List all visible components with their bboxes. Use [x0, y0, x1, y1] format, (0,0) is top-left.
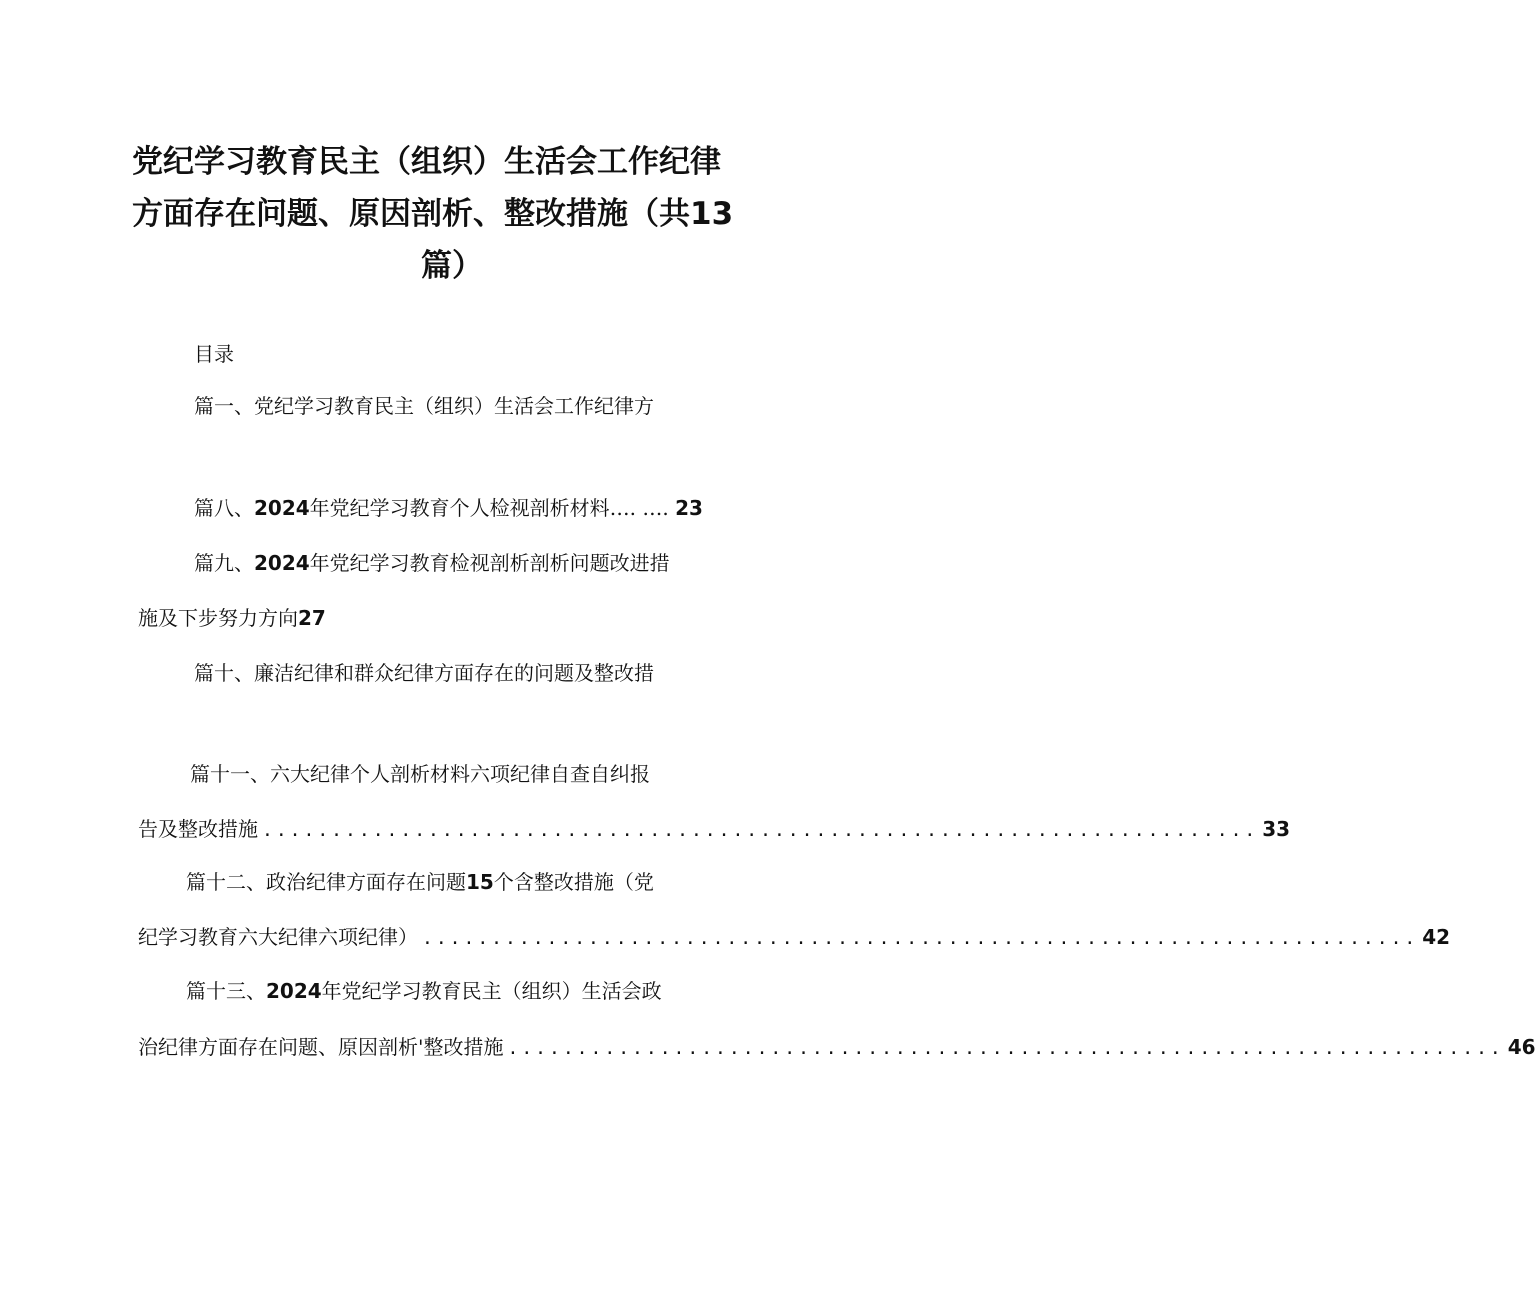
- toc-item-9-continuation[interactable]: [138, 604, 326, 632]
- toc-item-12-page: 42: [1422, 925, 1451, 949]
- toc-item-8-prefix: 篇八、: [194, 496, 254, 520]
- toc-item-8[interactable]: [194, 494, 703, 522]
- toc-item-9-text: 年党纪学习教育检视剖析剖析问题改进措: [309, 551, 670, 575]
- title-line-1: 党纪学习教育民主（组织）生活会工作纪律: [132, 144, 721, 180]
- title-line-2: 方面存在问题、原因剖析、整改措施（共13: [132, 196, 734, 232]
- toc-item-9-page: 27: [298, 606, 326, 630]
- toc-item-13-cont: 治纪律方面存在问题、原因剖析'整改措施: [138, 1035, 504, 1059]
- toc-item-11-continuation[interactable]: [138, 815, 1291, 845]
- toc-item-12-num: 15: [466, 870, 494, 894]
- toc-item-11-page: 33: [1262, 817, 1291, 841]
- toc-item-13-prefix: 篇十三、: [186, 979, 266, 1003]
- toc-item-12-cont: 纪学习教育六大纪律六项纪律）: [138, 925, 418, 949]
- toc-item-12[interactable]: [186, 868, 654, 896]
- toc-item-11-cont: 告及整改措施: [138, 817, 258, 841]
- toc-item-11-leader: ........................................................................: [262, 820, 1259, 841]
- toc-item-13-page: 46: [1507, 1035, 1536, 1059]
- toc-item-13[interactable]: [186, 977, 662, 1005]
- title-line-3: 篇）: [421, 248, 483, 284]
- toc-item-8-text: 年党纪学习教育个人检视剖析材料…. ….: [309, 496, 676, 520]
- toc-item-8-page: 23: [675, 496, 703, 520]
- toc-item-11[interactable]: 篇十一、六大纪律个人剖析材料六项纪律自查自纠报: [190, 762, 650, 786]
- toc-item-12-text: 个含整改措施（党: [493, 870, 654, 894]
- toc-item-8-year: 2024: [254, 496, 310, 520]
- toc-item-13-continuation[interactable]: [138, 1033, 1536, 1063]
- toc-item-1[interactable]: 篇一、党纪学习教育民主（组织）生活会工作纪律方: [194, 394, 654, 418]
- toc-item-10[interactable]: 篇十、廉洁纪律和群众纪律方面存在的问题及整改措: [194, 661, 654, 685]
- toc-item-12-leader: ........................................................................: [422, 928, 1419, 949]
- toc-item-9-prefix: 篇九、: [194, 551, 254, 575]
- toc-item-13-leader: ........................................................................: [507, 1038, 1504, 1059]
- toc-item-12-prefix: 篇十二、政治纪律方面存在问题: [186, 870, 466, 894]
- toc-item-9-cont: 施及下步努力方向: [138, 606, 298, 630]
- toc-item-13-text: 年党纪学习教育民主（组织）生活会政: [321, 979, 662, 1003]
- toc-item-12-continuation[interactable]: [138, 923, 1451, 953]
- toc-item-13-year: 2024: [266, 979, 322, 1003]
- toc-heading: 目录: [194, 342, 234, 366]
- toc-item-9[interactable]: [194, 549, 670, 577]
- toc-item-9-year: 2024: [254, 551, 310, 575]
